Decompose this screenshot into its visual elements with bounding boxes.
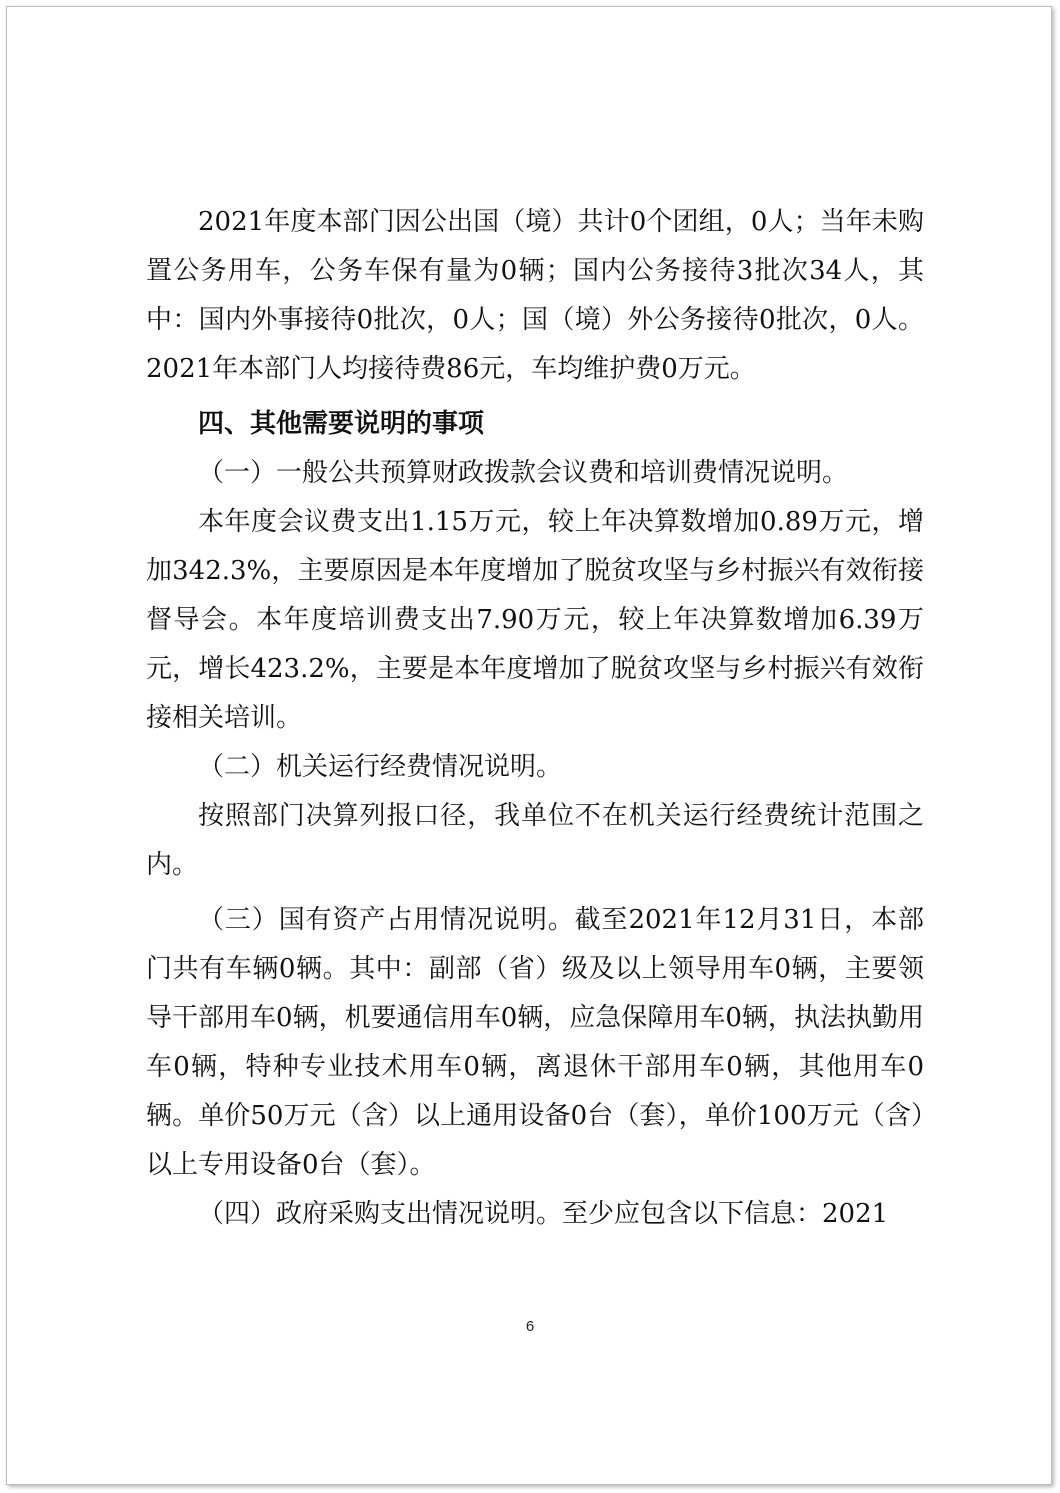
paragraph-meeting-training-costs: 本年度会议费支出1.15万元，较上年决算数增加0.89万元，增加342.3%，主要原因是本年度增加了脱贫攻坚与乡村振兴有效衔接督导会。本年度培训费支出7.90万元，较上年决算数增加6.39万元，增长423.2%，主要是本年度增加了脱贫攻坚与乡村振兴有效衔接相关培训。 xyxy=(146,507,924,733)
section-heading-other-matters: 四、其他需要说明的事项 xyxy=(198,409,485,439)
paragraph-overseas-vehicles-reception: 2021年度本部门因公出国（境）共计0个团组，0人；当年未购置公务用车，公务车保有量为0辆；国内公务接待3批次34人，其中：国内外事接待0批次，0人；国（境）外公务接待0批次，0人。2021年本部门人均接待费86元，车均维护费0万元。 xyxy=(146,207,924,384)
paragraph-government-procurement: （四）政府采购支出情况说明。至少应包含以下信息：2021 xyxy=(198,1199,889,1229)
page-number: 6 xyxy=(525,1318,535,1335)
paragraph-state-assets: （三）国有资产占用情况说明。截至2021年12月31日，本部门共有车辆0辆。其中：副部（省）级及以上领导用车0辆，主要领导干部用车0辆，机要通信用车0辆，应急保障用车0辆，执法执勤用车0辆，特种专业技术用车0辆，离退休干部用车0辆，其他用车0辆。单价50万元（含）以上通用设备0台（套），单价100万元（含）以上专用设备0台（套）。 xyxy=(146,905,924,1180)
paragraph-operating-expenses: 按照部门决算列报口径，我单位不在机关运行经费统计范围之内。 xyxy=(146,801,924,880)
page-content xyxy=(146,198,924,1239)
subsection-title-operating-expenses: （二）机关运行经费情况说明。 xyxy=(198,752,563,782)
subsection-title-meeting-training: （一）一般公共预算财政拨款会议费和培训费情况说明。 xyxy=(198,458,849,488)
